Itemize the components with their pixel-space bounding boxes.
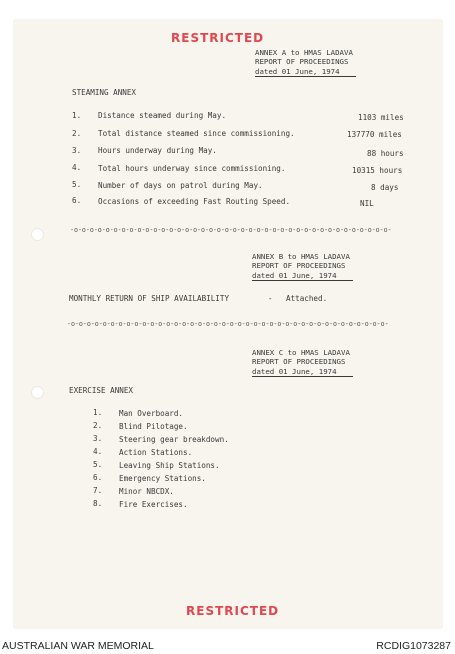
- exercise-num: 6.: [93, 473, 103, 482]
- steaming-value: 10315 hours: [352, 166, 403, 175]
- section-separator: -o-o-o-o-o-o-o-o-o-o-o-o-o-o-o-o-o-o-o-o-o-o-o-o-o-o-o-o-o-o-o-o-o-o-o-o-o-o-o-o-: [70, 226, 392, 234]
- steaming-value: 8 days: [371, 183, 399, 192]
- exercise-label: Fire Exercises.: [119, 500, 188, 509]
- annex-c-header: [252, 348, 353, 377]
- exercise-label: Leaving Ship Stations.: [119, 461, 220, 470]
- punch-hole: [31, 386, 44, 399]
- exercise-label: Action Stations.: [119, 448, 193, 457]
- section-separator: -o-o-o-o-o-o-o-o-o-o-o-o-o-o-o-o-o-o-o-o-o-o-o-o-o-o-o-o-o-o-o-o-o-o-o-o-o-o-o-o-: [67, 320, 389, 328]
- steaming-value: 137770 miles: [347, 130, 402, 139]
- exercise-num: 7.: [93, 486, 103, 495]
- punch-hole: [31, 228, 44, 241]
- exercise-num: 2.: [93, 421, 103, 430]
- exercise-label: Emergency Stations.: [119, 474, 206, 483]
- restricted-stamp-bottom: RESTRICTED: [186, 604, 280, 618]
- annex-c-line2: REPORT OF PROCEEDINGS: [252, 357, 346, 367]
- footer-source: AUSTRALIAN WAR MEMORIAL: [2, 640, 154, 652]
- steaming-label: Total hours underway since commissioning.: [98, 164, 286, 173]
- steaming-value: 88 hours: [367, 149, 404, 158]
- exercise-num: 5.: [93, 460, 103, 469]
- monthly-return-status: Attached.: [286, 294, 328, 303]
- exercise-num: 4.: [93, 447, 103, 456]
- annex-b-header: [252, 252, 353, 281]
- steaming-num: 1.: [72, 111, 82, 120]
- exercise-label: Steering gear breakdown.: [119, 435, 229, 444]
- footer-record-id: RCDIG1073287: [376, 640, 451, 652]
- annex-b-line1: ANNEX B to HMAS LADAVA: [252, 252, 350, 261]
- steaming-value: NIL: [360, 199, 374, 208]
- exercise-num: 1.: [93, 408, 103, 417]
- steaming-label: Number of days on patrol during May.: [98, 181, 263, 190]
- monthly-return-dash: -: [268, 294, 273, 303]
- annex-c-line3: dated 01 June, 1974: [252, 367, 353, 377]
- steaming-heading: STEAMING ANNEX: [72, 88, 137, 97]
- annex-c-line1: ANNEX C to HMAS LADAVA: [252, 348, 350, 357]
- steaming-label: Total distance steamed since commissioning.: [98, 129, 295, 138]
- steaming-num: 6.: [72, 196, 82, 205]
- restricted-stamp-top: RESTRICTED: [171, 31, 265, 45]
- annex-a-line2: REPORT OF PROCEEDINGS: [255, 57, 349, 67]
- steaming-label: Hours underway during May.: [98, 146, 217, 155]
- steaming-value: 1103 miles: [358, 113, 404, 122]
- exercise-heading: EXERCISE ANNEX: [69, 386, 134, 395]
- exercise-label: Blind Pilotage.: [119, 422, 188, 431]
- exercise-label: Minor NBCDX.: [119, 487, 174, 496]
- annex-a-line3: dated 01 June, 1974: [255, 67, 356, 77]
- annex-b-line2: REPORT OF PROCEEDINGS: [252, 261, 346, 271]
- steaming-num: 2.: [72, 129, 82, 138]
- monthly-return-label: MONTHLY RETURN OF SHIP AVAILABILITY: [69, 294, 230, 303]
- steaming-label: Occasions of exceeding Fast Routing Speed.: [98, 197, 291, 206]
- steaming-num: 4.: [72, 163, 82, 172]
- steaming-num: 5.: [72, 180, 82, 189]
- annex-b-line3: dated 01 June, 1974: [252, 271, 353, 281]
- steaming-label: Distance steamed during May.: [98, 111, 227, 120]
- annex-a-header: [255, 48, 356, 77]
- annex-a-line1: ANNEX A to HMAS LADAVA: [255, 48, 353, 57]
- exercise-num: 3.: [93, 434, 103, 443]
- exercise-num: 8.: [93, 499, 103, 508]
- exercise-label: Man Overboard.: [119, 409, 184, 418]
- steaming-num: 3.: [72, 146, 82, 155]
